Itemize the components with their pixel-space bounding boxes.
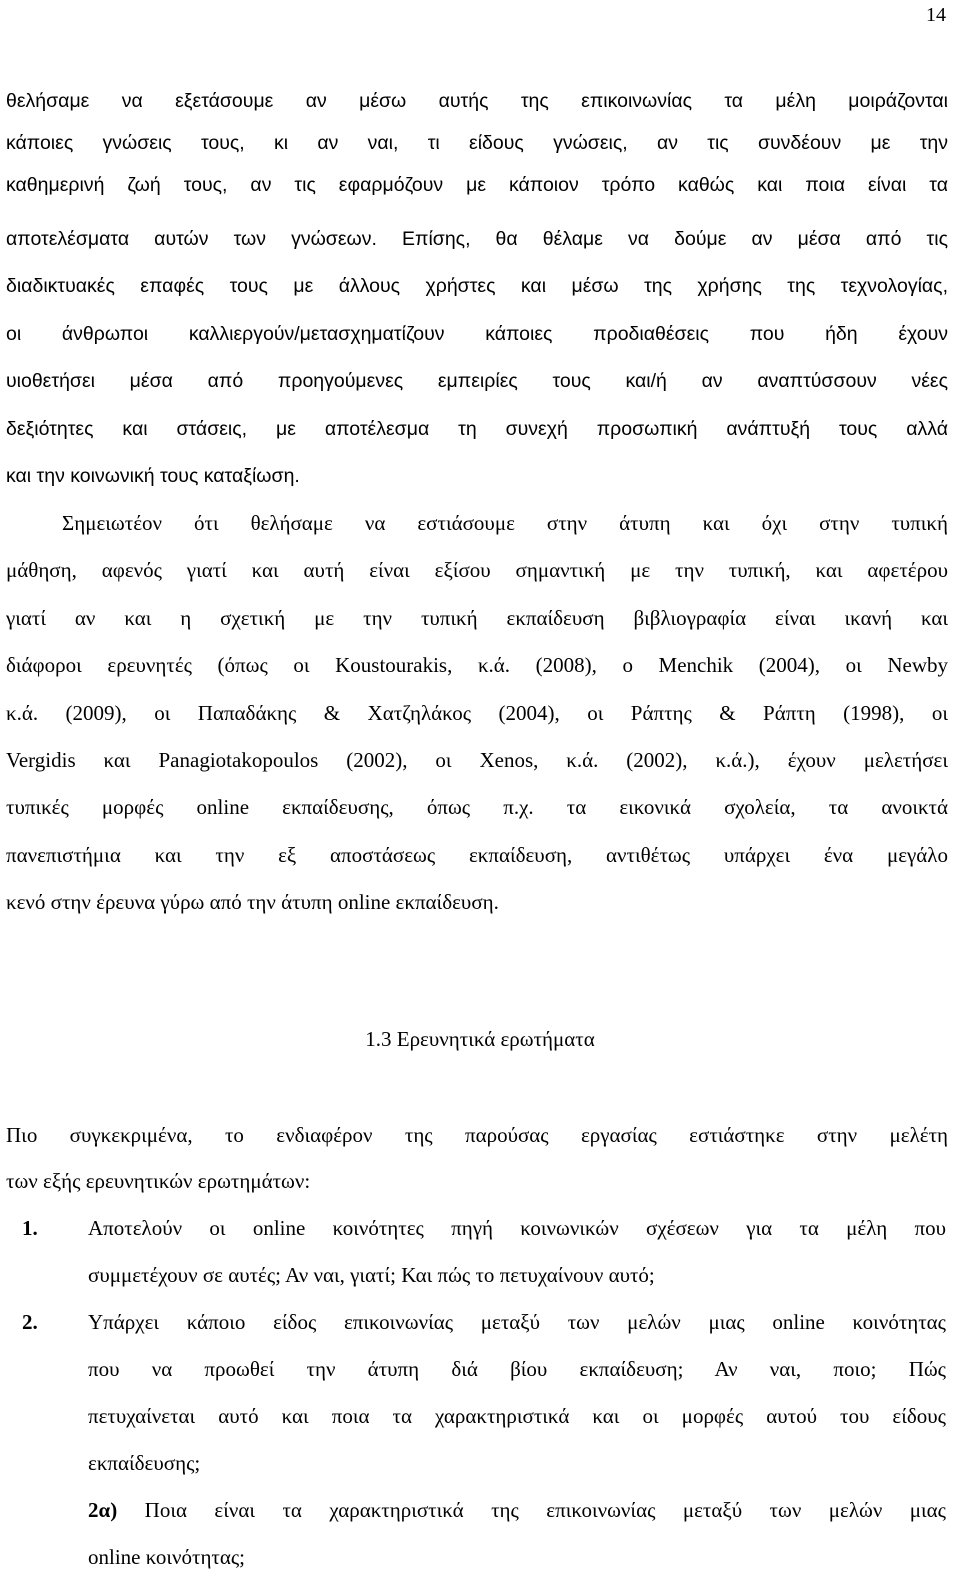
text-line: εκπαίδευσης;: [88, 1451, 201, 1475]
text-line: υιοθετήσει μέσα από προηγούμενες εμπειρίες τους και/ή αν αναπτύσσουν νέες: [6, 370, 948, 392]
page-number: 14: [926, 4, 946, 26]
text-line: [88, 1497, 946, 1523]
text-line: που να προωθεί την άτυπη διά βίου εκπαίδευση; Αν ναι, ποιο; Πώς: [88, 1357, 946, 1381]
text-line: συμμετέχουν σε αυτές; Αν ναι, γιατί; Και πώς το πετυχαίνουν αυτό;: [88, 1263, 655, 1287]
text-line: κενό στην έρευνα γύρω από την άτυπη online εκπαίδευση.: [6, 890, 499, 914]
text-line: τυπικές μορφές online εκπαίδευσης, όπως π.χ. τα εικονικά σχολεία, τα ανοικτά: [6, 795, 948, 819]
text-line: δεξιότητες και στάσεις, με αποτέλεσμα τη συνεχή προσωπική ανάπτυξή τους αλλά: [6, 418, 948, 440]
text-line: διαδικτυακές επαφές τους με άλλους χρήστες και μέσω της χρήσης της τεχνολογίας,: [6, 275, 948, 297]
text-line: και την κοινωνική τους καταξίωση.: [6, 465, 300, 487]
text-line: κ.ά. (2009), οι Παπαδάκης & Χατζηλάκος (2004), οι Ράπτης & Ράπτη (1998), οι: [6, 701, 948, 725]
text-line: Αποτελούν οι online κοινότητες πηγή κοινωνικών σχέσεων για τα μέλη που: [88, 1216, 946, 1240]
text-line: των εξής ερευνητικών ερωτημάτων:: [6, 1169, 311, 1193]
text-line: Σημειωτέον ότι θελήσαμε να εστιάσουμε στην άτυπη και όχι στην τυπική: [62, 511, 948, 535]
text-line: Υπάρχει κάποιο είδος επικοινωνίας μεταξύ των μελών μιας online κοινότητας: [88, 1310, 946, 1334]
text-line: μάθηση, αφενός γιατί και αυτή είναι εξίσου σημαντική με την τυπική, και αφετέρου: [6, 558, 948, 582]
text-line: διάφοροι ερευνητές (όπως οι Koustourakis, κ.ά. (2008), ο Menchik (2004), οι Newby: [6, 653, 948, 677]
text-line: online κοινότητας;: [88, 1545, 246, 1569]
text-line: κάποιες γνώσεις τους, κι αν ναι, τι είδους γνώσεις, αν τις συνδέουν με την: [6, 132, 948, 154]
text-line: Πιο συγκεκριμένα, το ενδιαφέρον της παρούσας εργασίας εστιάστηκε στην μελέτη: [6, 1123, 948, 1147]
text-line: πανεπιστήμια και την εξ αποστάσεως εκπαίδευση, αντιθέτως υπάρχει ένα μεγάλο: [6, 843, 948, 867]
text-line: αποτελέσματα αυτών των γνώσεων. Επίσης, θα θέλαμε να δούμε αν μέσα από τις: [6, 228, 948, 250]
text-line: γιατί αν και η σχετική με την τυπική εκπαίδευση βιβλιογραφία είναι ικανή και: [6, 606, 948, 630]
subquestion-text: Ποια είναι τα χαρακτηριστικά της επικοινωνίας μεταξύ των μελών μιας: [117, 1498, 946, 1522]
question-number: 1.: [22, 1216, 38, 1240]
text-line: καθημερινή ζωή τους, αν τις εφαρμόζουν με κάποιον τρόπο καθώς και ποια είναι τα: [6, 174, 948, 196]
text-line: θελήσαμε να εξετάσουμε αν μέσω αυτής της επικοινωνίας τα μέλη μοιράζονται: [6, 90, 948, 112]
text-line: πετυχαίνεται αυτό και ποια τα χαρακτηριστικά και οι μορφές αυτού του είδους: [88, 1404, 946, 1428]
section-heading: 1.3 Ερευνητικά ερωτήματα: [365, 1027, 595, 1051]
subquestion-label: 2α): [88, 1498, 118, 1522]
text-line: Vergidis και Panagiotakopoulos (2002), οι Xenos, κ.ά. (2002), κ.ά.), έχουν μελετήσει: [6, 748, 948, 772]
text-line: οι άνθρωποι καλλιεργούν/μετασχηματίζουν κάποιες προδιαθέσεις που ήδη έχουν: [6, 323, 948, 345]
question-number: 2.: [22, 1310, 38, 1334]
